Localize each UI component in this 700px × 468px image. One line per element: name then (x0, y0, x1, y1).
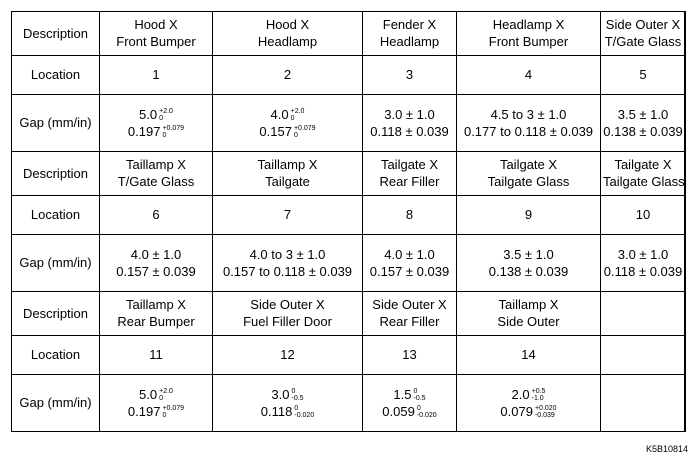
gap-base: 0.118 (260, 403, 293, 419)
description-line: Headlamp (379, 34, 440, 50)
description-line: Taillamp X (126, 297, 186, 313)
gap-base: 5.0 (139, 106, 158, 122)
tolerance-upper: 0 (413, 387, 418, 395)
tolerance-upper: +0.5 (531, 387, 546, 395)
description-line: Headlamp X (492, 17, 565, 33)
location-row (12, 195, 686, 234)
gap-mm-value (102, 246, 210, 263)
location-cell: 9 (457, 195, 601, 234)
description-line: Tailgate Glass (487, 174, 570, 190)
gap-in-value (215, 403, 360, 420)
location-cell (601, 335, 686, 374)
description-cell (601, 12, 686, 56)
gap-base: 0.157 to 0.118 ± 0.039 (222, 263, 353, 279)
gap-in-value (459, 263, 598, 280)
row-label: Description (12, 151, 100, 195)
gap-in-value (102, 263, 210, 280)
description-cell (363, 12, 457, 56)
gap-mm-value (603, 246, 683, 263)
gap-mm-value (365, 386, 454, 403)
description-line: Tailgate Glass (603, 174, 685, 190)
description-line: Rear Filler (379, 314, 440, 330)
location-cell: 3 (363, 55, 457, 94)
gap-cell (100, 94, 213, 151)
tolerance-lower: -0.020 (294, 411, 315, 419)
location-cell: 4 (457, 55, 601, 94)
gap-tolerance (532, 388, 546, 402)
gap-base: 0.059 (382, 403, 415, 419)
description-cell (213, 12, 363, 56)
gap-in-value (459, 403, 598, 420)
gap-base: 3.0 ± 1.0 (617, 246, 669, 262)
description-line: Side Outer (497, 314, 560, 330)
description-line: Taillamp X (257, 157, 318, 173)
gap-base: 5.0 (139, 386, 158, 402)
gap-mm-value (215, 246, 360, 263)
tolerance-lower: 0 (293, 131, 298, 139)
location-cell: 7 (213, 195, 363, 234)
location-cell: 12 (213, 335, 363, 374)
location-cell: 2 (213, 55, 363, 94)
gap-base: 0.118 ± 0.039 (370, 123, 449, 139)
description-row (12, 12, 686, 56)
row-label: Location (12, 195, 100, 234)
location-cell: 14 (457, 335, 601, 374)
tolerance-upper: +0.020 (534, 404, 557, 412)
gap-in-value (365, 403, 454, 420)
row-label: Description (12, 12, 100, 56)
description-line: Rear Bumper (117, 314, 195, 330)
row-label: Gap (mm/in) (12, 94, 100, 151)
description-cell (363, 291, 457, 335)
gap-cell (363, 94, 457, 151)
description-cell (457, 151, 601, 195)
description-cell (100, 151, 213, 195)
tolerance-lower: -0.020 (416, 411, 437, 419)
gap-base: 1.5 (393, 386, 412, 402)
gap-cell (100, 374, 213, 431)
row-label: Location (12, 335, 100, 374)
description-line: Front Bumper (116, 34, 196, 50)
tolerance-lower: -1.0 (531, 394, 544, 402)
tolerance-lower: 0 (162, 411, 167, 419)
gap-base: 4.0 (270, 106, 289, 122)
description-line: Taillamp X (498, 297, 559, 313)
description-cell (601, 291, 686, 335)
description-line: Taillamp X (126, 157, 186, 173)
gap-cell (213, 374, 363, 431)
description-line: Tailgate X (499, 157, 558, 173)
location-row (12, 335, 686, 374)
gap-cell (363, 374, 457, 431)
gap-cell (457, 374, 601, 431)
gap-mm-value (102, 386, 210, 403)
tolerance-upper: 0 (416, 404, 421, 412)
description-line: Side Outer X (605, 17, 681, 33)
description-cell (100, 12, 213, 56)
description-line: Rear Filler (379, 174, 440, 190)
row-label: Gap (mm/in) (12, 374, 100, 431)
gap-base: 3.0 ± 1.0 (384, 106, 435, 122)
location-cell: 5 (601, 55, 686, 94)
tolerance-lower: 0 (159, 114, 164, 122)
gap-tolerance (294, 405, 314, 419)
gap-in-value (603, 123, 683, 140)
description-cell (100, 291, 213, 335)
tolerance-upper: +0.079 (162, 404, 185, 412)
row-label: Location (12, 55, 100, 94)
gap-row (12, 234, 686, 291)
description-line: Side Outer X (372, 297, 447, 313)
gap-in-value (459, 123, 598, 140)
location-cell: 6 (100, 195, 213, 234)
gap-base: 0.157 ± 0.039 (116, 263, 196, 279)
description-line: T/Gate Glass (604, 34, 682, 50)
location-row (12, 55, 686, 94)
location-cell: 8 (363, 195, 457, 234)
description-line: Hood X (265, 17, 310, 33)
gap-tolerance (162, 125, 184, 139)
gap-row (12, 374, 686, 431)
table-body (12, 12, 686, 432)
gap-tolerance (162, 405, 184, 419)
gap-base: 0.138 ± 0.039 (488, 263, 569, 279)
tolerance-lower: -0.5 (413, 394, 426, 402)
gap-base: 0.079 (500, 403, 533, 419)
description-line: Fuel Filler Door (243, 314, 332, 330)
gap-mm-value (215, 106, 360, 123)
gap-base: 4.0 to 3 ± 1.0 (249, 246, 326, 262)
description-line: Tailgate X (380, 157, 439, 173)
gap-base: 0.197 (127, 123, 161, 139)
gap-base: 0.157 (259, 123, 292, 139)
description-line: Tailgate (265, 174, 310, 190)
gap-in-value (215, 123, 360, 140)
description-line: T/Gate Glass (117, 174, 195, 190)
gap-tolerance (159, 388, 173, 402)
gap-cell (363, 234, 457, 291)
gap-base: 3.5 ± 1.0 (503, 246, 554, 262)
gap-cell (213, 94, 363, 151)
tolerance-upper: +2.0 (159, 107, 173, 115)
gap-tolerance (414, 388, 426, 402)
description-line: Hood X (134, 17, 178, 33)
gap-in-value (365, 263, 454, 280)
document-code: K5B10814 (645, 444, 688, 454)
gap-base: 0.197 (127, 403, 161, 419)
gap-cell (457, 94, 601, 151)
description-line: Front Bumper (488, 34, 569, 50)
gap-mm-value (365, 246, 454, 263)
gap-base: 0.118 ± 0.039 (603, 263, 683, 279)
gap-mm-value (215, 386, 360, 403)
location-cell: 10 (601, 195, 686, 234)
gap-in-value (215, 263, 360, 280)
description-cell (213, 151, 363, 195)
tolerance-lower: -0.5 (291, 394, 304, 402)
location-cell: 11 (100, 335, 213, 374)
tolerance-upper: 0 (294, 404, 299, 412)
description-line: Fender X (382, 17, 437, 33)
tolerance-upper: +0.079 (293, 124, 316, 132)
tolerance-upper: +2.0 (290, 107, 305, 115)
gap-mm-value (459, 386, 598, 403)
tolerance-lower: 0 (290, 114, 295, 122)
gap-base: 0.138 ± 0.039 (603, 123, 683, 139)
gap-tolerance (294, 125, 316, 139)
gap-in-value (102, 403, 210, 420)
gap-in-value (102, 123, 210, 140)
gap-base: 3.0 (271, 386, 290, 402)
gap-specification-table (11, 11, 686, 432)
gap-cell (601, 94, 686, 151)
gap-in-value (365, 123, 454, 140)
description-line: Tailgate X (614, 157, 672, 173)
gap-tolerance (292, 388, 304, 402)
tolerance-lower: 0 (162, 131, 167, 139)
description-cell (213, 291, 363, 335)
description-row (12, 291, 686, 335)
gap-cell (601, 374, 686, 431)
gap-base: 4.5 to 3 ± 1.0 (490, 106, 567, 122)
gap-tolerance (159, 108, 173, 122)
tolerance-lower: 0 (159, 394, 164, 402)
gap-base: 2.0 (511, 386, 530, 402)
tolerance-upper: 0 (291, 387, 296, 395)
gap-base: 0.177 to 0.118 ± 0.039 (463, 123, 594, 139)
description-cell (457, 12, 601, 56)
description-line: Headlamp (257, 34, 318, 50)
gap-cell (457, 234, 601, 291)
description-cell (601, 151, 686, 195)
gap-tolerance (417, 405, 437, 419)
gap-base: 3.5 ± 1.0 (617, 106, 669, 122)
gap-base: 0.157 ± 0.039 (369, 263, 450, 279)
gap-mm-value (459, 246, 598, 263)
description-cell (363, 151, 457, 195)
gap-base: 4.0 ± 1.0 (130, 246, 182, 262)
gap-tolerance (291, 108, 305, 122)
gap-tolerance (535, 405, 557, 419)
gap-cell (100, 234, 213, 291)
gap-row (12, 94, 686, 151)
gap-mm-value (365, 106, 454, 123)
description-cell (457, 291, 601, 335)
location-cell: 13 (363, 335, 457, 374)
gap-mm-value (102, 106, 210, 123)
description-line: Side Outer X (250, 297, 325, 313)
tolerance-upper: +2.0 (159, 387, 173, 395)
location-cell: 1 (100, 55, 213, 94)
gap-mm-value (459, 106, 598, 123)
gap-in-value (603, 263, 683, 280)
gap-cell (213, 234, 363, 291)
gap-mm-value (603, 106, 683, 123)
tolerance-lower: -0.039 (534, 411, 555, 419)
row-label: Description (12, 291, 100, 335)
gap-cell (601, 234, 686, 291)
description-row (12, 151, 686, 195)
tolerance-upper: +0.079 (162, 124, 185, 132)
row-label: Gap (mm/in) (12, 234, 100, 291)
gap-base: 4.0 ± 1.0 (384, 246, 435, 262)
